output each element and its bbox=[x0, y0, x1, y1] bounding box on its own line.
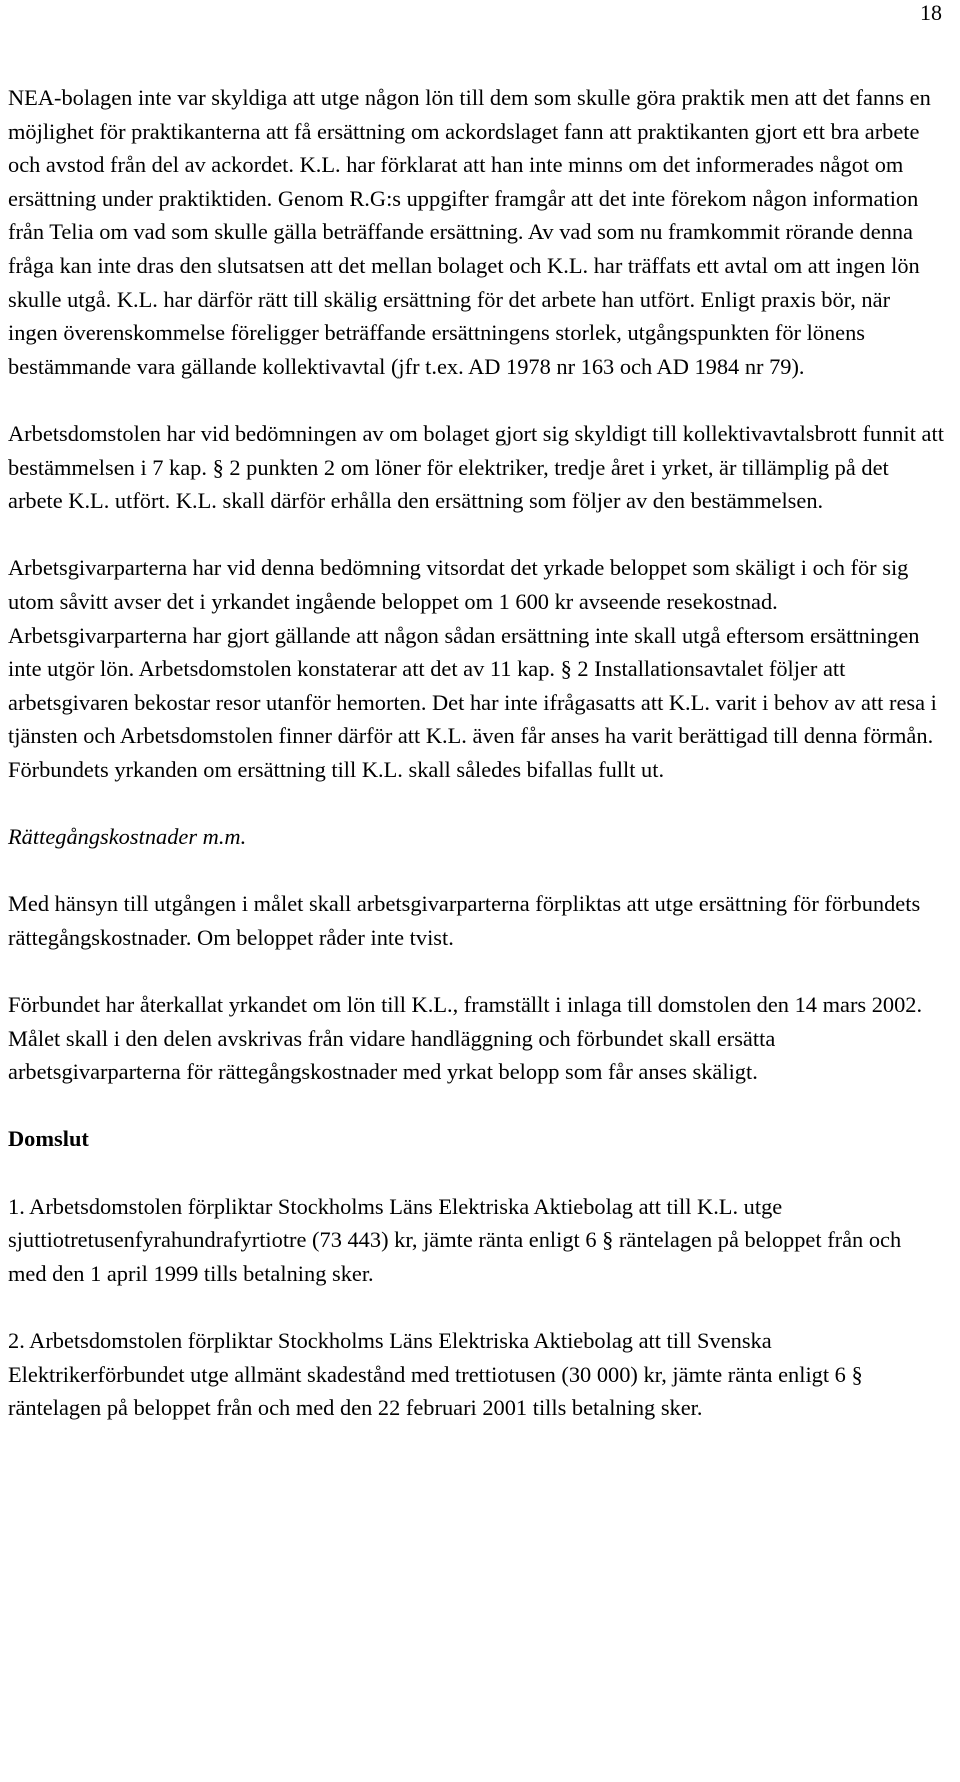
paragraph-collective-agreement-breach: Arbetsdomstolen har vid bedömningen av om bolaget gjort sig skyldigt till kollektivavtalsbrott funnit att bestämmelsen i 7 kap. § 2 punkten 2 om löner för elektriker, tredje året i yrket, är tillämplig på det arbete K.L. utfört. K.L. skall därför erhålla den ersättning som följer av den bestämmelsen. bbox=[8, 420, 944, 514]
verdict-item-1: 1. Arbetsdomstolen förpliktar Stockholms Läns Elektriska Aktiebolag att till K.L. utge sjuttiotretusenfyrahundrafyrtiotre (73 443) kr, jämte ränta enligt 6 § räntelagen på beloppet från och med den 1 april 1999 tills betalning sker. bbox=[8, 1193, 902, 1286]
section-heading-legal-costs: Rättegångskostnader m.m. bbox=[8, 824, 247, 850]
paragraph-travel-costs: Arbetsgivarparterna har vid denna bedömning vitsordat det yrkade beloppet som skäligt i och för sig utom såvitt avser det i yrkandet ingående beloppet om 1 600 kr avseende resekostnad. Arbetsgivarparterna har gjort gällande att någon sådan ersättning inte skall utgå eftersom ersättningen inte utgör lön. Arbetsdomstolen konstaterar att det av 11 kap. § 2 Installationsavtalet följer att arbetsgivaren bekostar resor utanför hemorten. Det har inte ifrågasatts att K.L. varit i behov av att resa i tjänsten och Arbetsdomstolen finner därför att K.L. även får anses ha varit berättigad till denna förmån. Förbundets yrkanden om ersättning till K.L. skall således bifallas fullt ut. bbox=[8, 555, 937, 782]
paragraph-legal-costs: Med hänsyn till utgången i målet skall arbetsgivarparterna förpliktas att utge ersättning för förbundets rättegångskostnader. Om beloppet råder inte tvist. bbox=[8, 891, 921, 950]
paragraph-withdrawn-claim: Förbundet har återkallat yrkandet om lön till K.L., framställt i inlaga till domstolen den 14 mars 2002. Målet skall i den delen avskrivas från vidare handläggning och förbundet skall ersätta arbetsgivarparterna för rättegångskostnader med yrkat belopp som får anses skäligt. bbox=[8, 992, 923, 1085]
section-heading-verdict: Domslut bbox=[8, 1126, 89, 1152]
page-number: 18 bbox=[920, 0, 942, 25]
verdict-item-2: 2. Arbetsdomstolen förpliktar Stockholms Läns Elektriska Aktiebolag att till Svenska Elektrikerförbundet utge allmänt skadestånd med trettiotusen (30 000) kr, jämte ränta enligt 6 § räntelagen på beloppet från och med den 22 februari 2001 tills betalning sker. bbox=[8, 1327, 863, 1421]
paragraph-wage-agreement: NEA-bolagen inte var skyldiga att utge någon lön till dem som skulle göra praktik men att det fanns en möjlighet för praktikanterna att få ersättning om ackordslaget fann att praktikanten gjort ett bra arbete och avstod från del av ackordet. K.L. har förklarat att han inte minns om det informerades något om ersättning under praktiktiden. Genom R.G:s uppgifter framgår att det inte förekom någon information från Telia om vad som skulle gälla beträffande ersättning. Av vad som nu framkommit rörande denna fråga kan inte dras den slutsatsen att det mellan bolaget och K.L. har träffats ett avtal om att ingen lön skulle utgå. K.L. har därför rätt till skälig ersättning för det arbete han utfört. Enligt praxis bör, när ingen överenskommelse föreligger beträffande ersättningens storlek, utgångspunkten för lönens bestämmande vara gällande kollektivavtal (jfr t.ex. AD 1978 nr 163 och AD 1984 nr 79). bbox=[8, 85, 931, 379]
document-body bbox=[8, 81, 944, 1425]
